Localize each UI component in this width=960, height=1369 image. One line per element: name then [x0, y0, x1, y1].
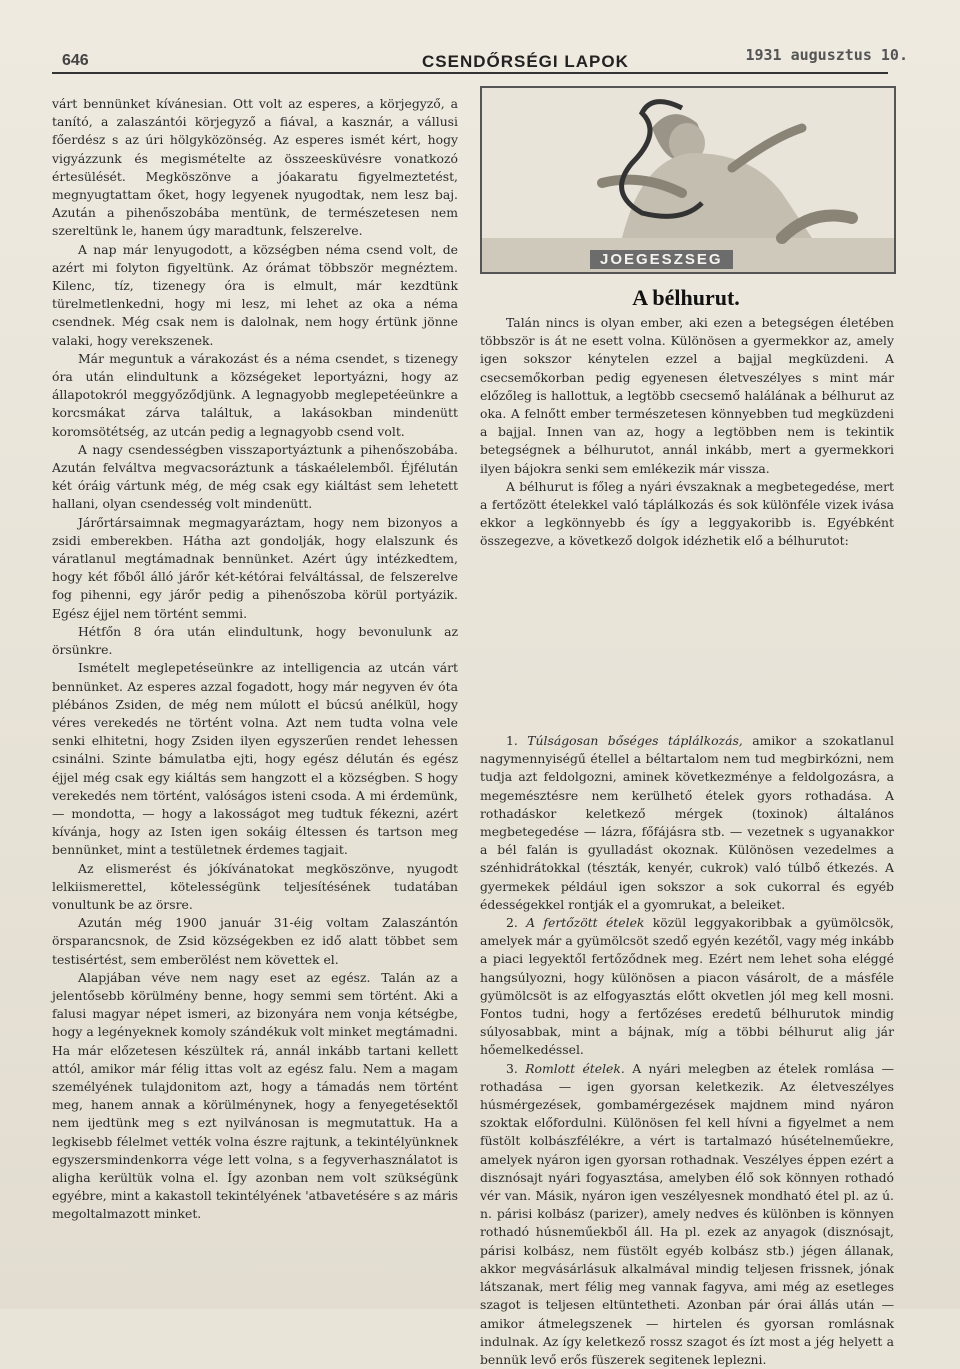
- paragraph: Az elismerést és jókívánatokat megköszönve, nyugodt lelkiismerettel, kötelességünk teljesítésének tudatában vonultunk be az örsre.: [52, 860, 458, 912]
- paragraph: A bélhurut is főleg a nyári évszaknak a megbetegedése, mert a fertőzött ételekkel való táplálkozás és sok különféle vizek ivása ekkor a legkönnyebb és így a leggyakoribb is. Egyébként összegezve, a következő dolgok idézhetik elő a bélhurutot:: [480, 478, 894, 549]
- left-column: [52, 95, 458, 1224]
- article-title: A bélhurut.: [632, 285, 740, 310]
- article-numbered-list: [480, 732, 894, 1369]
- article-intro: [480, 314, 894, 551]
- paragraph: Hétfőn 8 óra után elindultunk, hogy bevonulunk az örsünkre.: [52, 623, 458, 658]
- seated-figure-illustration: [482, 88, 894, 272]
- page-number: 646: [62, 52, 89, 69]
- issue-date: 1931 augusztus 10.: [745, 46, 908, 64]
- paragraph: Ismételt meglepetéseünkre az intelligencia az utcán várt bennünket. Az esperes azzal fogadott, hogy már negyven év óta plébános Zsiden, de még nem múlott el búcsú anélkül, hogy véres verekedés ne történt volna. Azt nem tudta volna vele senki elhitetni, hogy Zsiden ilyen egyszerűen rendet lehessen csinálni. Szinte bámulatba ejti, hogy egész délután és egész éjjel még csak egy kiáltás sem hangzott el a községben. S hogy verekedés nem történt, valóságos isteni csoda. A mi érdemünk, — mondotta, — hogy a lakosságot meg tudtuk fékezni, azért kívánja, hogy az Isten igen sokáig éltessen és tartson meg bennünket, mint a testületnek érdemes tagjait.: [52, 660, 458, 858]
- list-item: 1. Túlságosan bőséges táplálkozás, amikor a szokatlanul nagymennyiségű étellel a béltartalom nem tud megbirkózni, nem tudja azt feldolgozni, aminek következménye a feldolgozásra, a megemésztésre nem kerülhető ételek gyors rothadása. A rothadáskor keletkező mérgek (toxinok) általános megbetegedése — lázra, főfájásra stb. — vezetnek s ugyanakkor a bél falán is gyulladást okoznak. Különösen vezedelmes a szénhidrátokkal (tészták, kenyér, cukrok) való túlbő étkezés. A gyermekek például igen sokszor a sok cukorral és egyéb édességekkel rontják el a gyomrukat, a beleiket.: [480, 733, 894, 912]
- header-rule: [52, 72, 888, 74]
- illustration-figure: [480, 86, 896, 274]
- paragraph: Járőrtársaimnak megmagyaráztam, hogy nem bizonyos a zsidi emberekben. Hátha azt gondolják, hogy elalszunk és váratlanul megtámadnak bennünket. Azért úgy intézkedtem, hogy két főből álló járőr két-kétórai felváltással, de felszerelve fog pihenni, egy járőr pedig a pihenőszoba körül portyázik. Egész éjjel nem történt semmi.: [52, 514, 458, 621]
- list-item: 2. A fertőzött ételek közül leggyakoribbak a gyümölcsök, amelyek már a gyümölcsöt szedő egyén kezétől, vagy még inkább a piaci legyektől fertőződnek meg. Ezért nem lehet soha eléggé hangsúlyozni, hogy különösen a piacon vásárolt, de a másféle gyümölcsöt is az elfogyasztás előtt okvetlen jól meg kell mosni. Fontos tudni, hogy a fertőzéses eredetű bélhurutok mindig súlyosabbak, mint a bájnak, míg a többi bélhurut alig jár hőemelkedéssel.: [480, 915, 894, 1058]
- illustration-label: JOEGESZSEG: [590, 250, 733, 269]
- paragraph: várt bennünket kívánesian. Ott volt az esperes, a körjegyző, a tanító, a zalaszántói körjegyző a fiával, a kasznár, a vállusi főerdész s az úri hölgyközönség. Az esperes ismét kért, hogy vigyázzunk és megismételte az összeesküvésre vonatkozó értesülését. Megköszönve a jóakaratu figyelmeztetést, megnyugtattam őket, hogy legyenek nyugodtak, nem lesz baj. Azután a pihenőszobába mentünk, de természetesen nem szereltünk le, hanem úgy maradtunk, felszerelve.: [52, 96, 458, 239]
- journal-title: CSENDŐRSÉGI LAPOK: [422, 52, 629, 71]
- list-item: 3. Romlott ételek. A nyári melegben az ételek romlása — rothadása — igen gyorsan keletkezik. Az életveszélyes húsmérgezések, gombamérgezések majdnem mind nyáron szoktak előfordulni. Különösen fel kell hívni a figyelmet a nem füstölt kolbászfélékre, a vért is tartalmazó húsételneműekre, amelyek nyáron igen gyorsan rothadnak. Veszélyes éppen ezért a disznósajt nyári fogyasztása, amelyben élő sok könnyen rothadó vér van. Másik, nyáron igen veszélyesnek mondható étel pl. az ú. n. párisi kolbász (parizer), amely nedves és különben is könnyen rothadó húsneműekből áll. Ha pl. ezek az anyagok (disznósajt, párisi kolbász, nem füstölt egyéb kolbász stb.) jégen állanak, akkor megvásárlásuk alkalmával mindig teljesen frissnek, jónak látszanak, mert félig meg vannak fagyva, ami még az esetleges szagot is teljesen eltüntetheti. Azonban pár órai állás után — amikor átmelegszenek — hirtelen és gyorsan romlásnak indulnak. Az így keletkező rossz szagot és ízt most a jég helyett a bennük levő erős füszerek segitenek leplezni.: [480, 1060, 894, 1367]
- paragraph: Azután még 1900 január 31-éig voltam Zalaszántón örsparancsnok, de Zsid községekben ez idő alatt többet sem testisértést, sem emberölést nem követtek el.: [52, 915, 458, 967]
- paragraph: A nagy csendességben visszaportyáztunk a pihenőszobába. Azután felváltva megvacsoráztunk a táskaélelemből. Éjfélután két óráig vártunk még, de még csak egy kiáltást sem lehetett hallani, olyan csendesség volt mindenütt.: [52, 441, 458, 512]
- page-header: [50, 46, 908, 72]
- paragraph: Talán nincs is olyan ember, aki ezen a betegségen életében többször is át ne esett volna. Különösen a gyermekkor az, amely igen sokszor kénytelen ezzel a bajjal megküzdeni. A csecsemőkorban pedig egyenesen életveszélyes s mint már előzőleg is hallottuk, a legtöbb csecsemő halálának a bélhurut az oka. A felnőtt ember természetesen könnyebben tud megküzdeni a bajjal. Innen van az, hogy a legtöbben nem is tekintik betegségnek a bélhurutot, annál inkább, mert a gyermekkori ilyen bájokra senki sem emlékezik már vissza.: [480, 315, 894, 476]
- paragraph: Már meguntuk a várakozást és a néma csendet, s tizenegy óra után elindultunk a községeket leportyázni, hogy az állapotokról meggyőződjünk. A legnagyobb meglepetéeünkre a korcsmákat zárva találtuk, a lakásokban mindenütt koromsötétség, az utcán pedig a legnagyobb csend volt.: [52, 350, 458, 439]
- paragraph: A nap már lenyugodott, a községben néma csend volt, de azért mi folyton figyeltünk. Az órámat többször megnéztem. Kilenc, tíz, tizenegy óra is elmult, már kezdtünk türelmetlenkedni, hogy mi lesz, mi lehet az oka a néma csendnek. Még csak nem is dalolnak, nem hogy értünk jönne valaki, hogy verekszenek.: [52, 241, 458, 348]
- paragraph: Alapjában véve nem nagy eset az egész. Talán az a jelentősebb körülmény benne, hogy semmi sem történt. Aki a falusi magyar népet ismeri, az bizonyára nem vonja kétségbe, hogy a legényeknek komoly szándékuk volt minket megtámadni. Ha már előzetesen készültek rá, annál inkább tartani kellett attól, amikor már félig ittas volt az egész falu. Nem a magam személyének tulajdonitom azt, hogy a támadás nem történt meg, hanem annak a körülménynek, hogy a fenyegetésektől nem ijedtünk meg s ezt nyilvánosan is megmutattuk. Ha a legkisebb félelmet vették volna észre rajtunk, a tekintélyünknek egyszersmindenkorra vége lett volna, s a fegyverhasználatot is aligha kerültük volna el. Így azonban nem volt szükségünk egyébre, mint a kakastoll tekintélyének 'atbavetésére s az máris megoltalmazott minket.: [52, 969, 458, 1222]
